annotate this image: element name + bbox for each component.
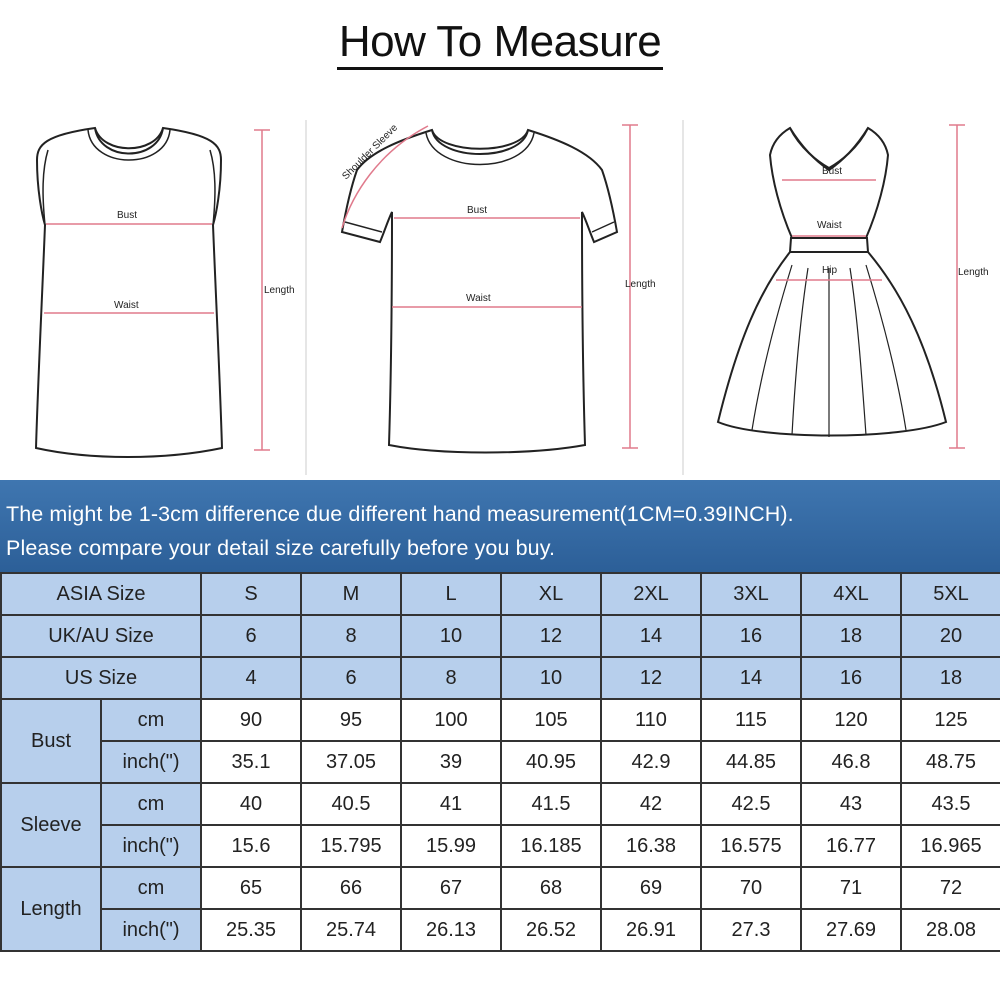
measure-cell: 37.05 <box>301 741 401 783</box>
size-cell: 16 <box>801 657 901 699</box>
measure-cell: 68 <box>501 867 601 909</box>
size-cell: 6 <box>301 657 401 699</box>
tshirt-diagram <box>342 130 617 453</box>
measure-cell: 15.6 <box>201 825 301 867</box>
measure-cell: 16.575 <box>701 825 801 867</box>
size-chart-table <box>0 572 1000 952</box>
measure-cell: 66 <box>301 867 401 909</box>
measure-cell: 72 <box>901 867 1000 909</box>
measure-cell: 35.1 <box>201 741 301 783</box>
notice-line-1: The might be 1-3cm difference due different hand measurement(1CM=0.39INCH). <box>6 502 794 526</box>
measure-cell: 42 <box>601 783 701 825</box>
size-row-label: ASIA Size <box>1 573 201 615</box>
size-cell: 10 <box>501 657 601 699</box>
measure-cell: 40.95 <box>501 741 601 783</box>
table-row <box>1 741 1000 783</box>
tee-waist-label: Waist <box>466 293 491 304</box>
notice-line-2: Please compare your detail size carefully before you buy. <box>6 536 556 560</box>
measure-cell: 69 <box>601 867 701 909</box>
measure-cell: 42.5 <box>701 783 801 825</box>
measure-cell: 105 <box>501 699 601 741</box>
measure-cell: 39 <box>401 741 501 783</box>
size-cell: 14 <box>601 615 701 657</box>
measure-cell: 70 <box>701 867 801 909</box>
measure-cell: 28.08 <box>901 909 1000 951</box>
size-cell: 5XL <box>901 573 1000 615</box>
measure-group-label: Sleeve <box>1 783 101 867</box>
measure-cell: 41 <box>401 783 501 825</box>
dress-length-label: Length <box>958 267 989 278</box>
table-row <box>1 909 1000 951</box>
size-cell: 18 <box>901 657 1000 699</box>
measure-cell: 48.75 <box>901 741 1000 783</box>
measure-cell: 26.91 <box>601 909 701 951</box>
table-row <box>1 699 1000 741</box>
measure-cell: 16.185 <box>501 825 601 867</box>
measure-cell: 27.69 <box>801 909 901 951</box>
size-cell: 18 <box>801 615 901 657</box>
size-row-label: UK/AU Size <box>1 615 201 657</box>
measure-cell: 67 <box>401 867 501 909</box>
garment-diagrams <box>0 100 1000 480</box>
size-cell: S <box>201 573 301 615</box>
measure-group-label: Bust <box>1 699 101 783</box>
size-cell: M <box>301 573 401 615</box>
measurement-notice <box>0 480 1000 572</box>
unit-label: cm <box>101 867 201 909</box>
table-row <box>1 657 1000 699</box>
size-cell: 6 <box>201 615 301 657</box>
tee-shoulder-sleeve-label: Shoulder Sleeve <box>340 122 401 183</box>
measure-cell: 125 <box>901 699 1000 741</box>
measure-cell: 16.38 <box>601 825 701 867</box>
size-cell: 14 <box>701 657 801 699</box>
size-cell: 8 <box>401 657 501 699</box>
size-cell: 3XL <box>701 573 801 615</box>
measure-cell: 120 <box>801 699 901 741</box>
size-cell: L <box>401 573 501 615</box>
measure-cell: 41.5 <box>501 783 601 825</box>
dress-hip-label: Hip <box>822 265 838 276</box>
measure-cell: 16.77 <box>801 825 901 867</box>
measure-cell: 43 <box>801 783 901 825</box>
measure-cell: 15.795 <box>301 825 401 867</box>
size-cell: 20 <box>901 615 1000 657</box>
tee-length-label: Length <box>625 279 656 290</box>
size-cell: XL <box>501 573 601 615</box>
unit-label: inch(") <box>101 741 201 783</box>
unit-label: cm <box>101 783 201 825</box>
tee-bust-label: Bust <box>467 205 488 216</box>
measure-group-label: Length <box>1 867 101 951</box>
size-cell: 12 <box>501 615 601 657</box>
measure-cell: 43.5 <box>901 783 1000 825</box>
measure-illustrations <box>0 100 1000 480</box>
measure-cell: 40.5 <box>301 783 401 825</box>
size-row-label: US Size <box>1 657 201 699</box>
tank-length-label: Length <box>264 285 295 296</box>
table-row <box>1 867 1000 909</box>
size-cell: 4 <box>201 657 301 699</box>
size-cell: 10 <box>401 615 501 657</box>
measure-cell: 15.99 <box>401 825 501 867</box>
measure-cell: 95 <box>301 699 401 741</box>
table-row <box>1 573 1000 615</box>
measure-cell: 65 <box>201 867 301 909</box>
dress-bust-label: Bust <box>822 166 843 177</box>
tank-top-diagram <box>36 128 222 457</box>
measure-cell: 26.52 <box>501 909 601 951</box>
measure-cell: 90 <box>201 699 301 741</box>
size-cell: 16 <box>701 615 801 657</box>
table-row <box>1 825 1000 867</box>
measure-cell: 46.8 <box>801 741 901 783</box>
measure-cell: 44.85 <box>701 741 801 783</box>
tank-bust-label: Bust <box>117 210 138 221</box>
tank-waist-label: Waist <box>114 300 139 311</box>
size-cell: 12 <box>601 657 701 699</box>
unit-label: inch(") <box>101 825 201 867</box>
size-cell: 8 <box>301 615 401 657</box>
measure-cell: 27.3 <box>701 909 801 951</box>
unit-label: cm <box>101 699 201 741</box>
table-row <box>1 615 1000 657</box>
dress-waist-label: Waist <box>817 220 842 231</box>
measure-cell: 71 <box>801 867 901 909</box>
measure-cell: 25.35 <box>201 909 301 951</box>
measure-cell: 16.965 <box>901 825 1000 867</box>
measure-cell: 115 <box>701 699 801 741</box>
measure-cell: 25.74 <box>301 909 401 951</box>
measure-cell: 110 <box>601 699 701 741</box>
size-cell: 4XL <box>801 573 901 615</box>
measure-cell: 100 <box>401 699 501 741</box>
page-title: How To Measure <box>0 14 1000 70</box>
table-row <box>1 783 1000 825</box>
measure-cell: 40 <box>201 783 301 825</box>
size-cell: 2XL <box>601 573 701 615</box>
measure-cell: 26.13 <box>401 909 501 951</box>
unit-label: inch(") <box>101 909 201 951</box>
measure-cell: 42.9 <box>601 741 701 783</box>
